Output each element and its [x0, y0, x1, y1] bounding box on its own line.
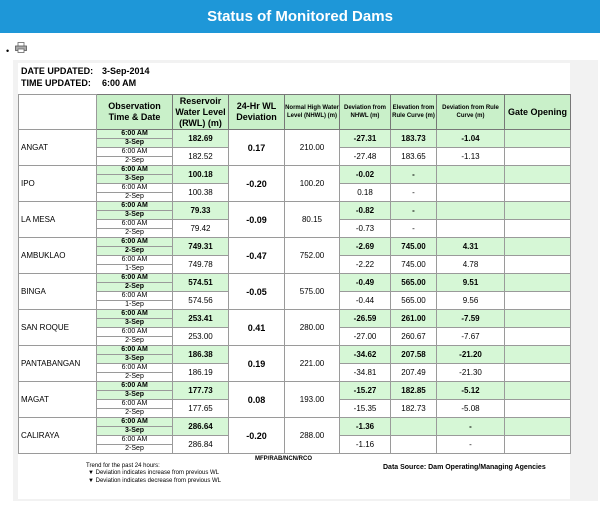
rwl-current: 253.41 [173, 310, 229, 328]
elev-rule-previous: 183.65 [391, 148, 437, 166]
obs-date-current: 3-Sep [97, 391, 173, 400]
trend-up-legend [88, 470, 219, 476]
obs-date-previous: 2-Sep [97, 157, 173, 166]
obs-date-previous: 2-Sep [97, 409, 173, 418]
dev-nhwl-previous: -1.16 [340, 436, 391, 454]
nhwl-value: 575.00 [285, 274, 340, 310]
gate-opening-current [505, 202, 571, 220]
elevation-rule-header: Elevation from Rule Curve (m) [391, 95, 437, 130]
dev-nhwl-previous: -27.48 [340, 148, 391, 166]
rwl-previous: 574.56 [173, 292, 229, 310]
gate-opening-header: Gate Opening [505, 95, 571, 130]
obs-date-previous: 2-Sep [97, 373, 173, 382]
rwl-previous: 177.65 [173, 400, 229, 418]
rwl-previous: 79.42 [173, 220, 229, 238]
elev-rule-previous: 260.67 [391, 328, 437, 346]
dev-nhwl-current: -1.36 [340, 418, 391, 436]
elev-rule-current: - [391, 166, 437, 184]
elev-rule-previous: - [391, 220, 437, 238]
dev-nhwl-current: -34.62 [340, 346, 391, 364]
obs-date-current: 3-Sep [97, 175, 173, 184]
dev-nhwl-current: -0.02 [340, 166, 391, 184]
dev-rule-previous: -7.67 [437, 328, 505, 346]
elev-rule-previous: - [391, 184, 437, 202]
obs-time-previous: 6:00 AM [97, 292, 173, 301]
elev-rule-current: 745.00 [391, 238, 437, 256]
dev-rule-previous: 4.78 [437, 256, 505, 274]
nhwl-value: 221.00 [285, 346, 340, 382]
nhwl-value: 100.20 [285, 166, 340, 202]
dev-rule-current: -7.59 [437, 310, 505, 328]
table-row [19, 382, 571, 391]
page-title: Status of Monitored Dams [0, 0, 600, 33]
dams-table [18, 94, 571, 454]
rwl-current: 100.18 [173, 166, 229, 184]
table-row [19, 274, 571, 283]
obs-date-current: 3-Sep [97, 355, 173, 364]
gate-opening-current [505, 238, 571, 256]
rwl-header: Reservoir Water Level (RWL) (m) [173, 95, 229, 130]
gate-opening-previous [505, 292, 571, 310]
gate-opening-current [505, 310, 571, 328]
elev-rule-current: 183.73 [391, 130, 437, 148]
dev-nhwl-previous: -2.22 [340, 256, 391, 274]
obs-time-previous: 6:00 AM [97, 436, 173, 445]
obs-date-current: 2-Sep [97, 283, 173, 292]
rwl-previous: 182.52 [173, 148, 229, 166]
gate-opening-previous [505, 400, 571, 418]
dev-nhwl-previous: -0.44 [340, 292, 391, 310]
dev-rule-previous: -21.30 [437, 364, 505, 382]
dev-nhwl-previous: -34.81 [340, 364, 391, 382]
dam-name: AMBUKLAO [19, 238, 97, 274]
obs-date-previous: 2-Sep [97, 337, 173, 346]
obs-date-current: 2-Sep [97, 247, 173, 256]
date-updated-label: DATE UPDATED: [21, 66, 94, 76]
rwl-previous: 253.00 [173, 328, 229, 346]
dev-rule-current [437, 202, 505, 220]
gate-opening-current [505, 346, 571, 364]
gate-opening-current [505, 166, 571, 184]
date-updated-value: 3-Sep-2014 [102, 66, 150, 76]
deviation-nhwl-header: Deviation from NHWL (m) [340, 95, 391, 130]
obs-time-previous: 6:00 AM [97, 328, 173, 337]
table-row [19, 202, 571, 211]
gate-opening-current [505, 418, 571, 436]
rwl-current: 186.38 [173, 346, 229, 364]
obs-time-previous: 6:00 AM [97, 184, 173, 193]
dev-rule-current: 9.51 [437, 274, 505, 292]
obs-time-current: 6:00 AM [97, 202, 173, 211]
list-bullet: • [6, 46, 10, 56]
elev-rule-current: - [391, 202, 437, 220]
obs-time-current: 6:00 AM [97, 418, 173, 427]
dam-name: BINGA [19, 274, 97, 310]
printer-icon[interactable] [15, 42, 27, 53]
obs-date-current: 3-Sep [97, 211, 173, 220]
obs-time-current: 6:00 AM [97, 130, 173, 139]
dam-name-header [19, 95, 97, 130]
wl-deviation: -0.09 [229, 202, 285, 238]
dev-rule-previous: 9.56 [437, 292, 505, 310]
obs-date-previous: 2-Sep [97, 229, 173, 238]
elev-rule-previous [391, 436, 437, 454]
obs-date-current: 3-Sep [97, 139, 173, 148]
dam-name: CALIRAYA [19, 418, 97, 454]
wl-deviation: 0.17 [229, 130, 285, 166]
obs-date-previous: 2-Sep [97, 193, 173, 202]
dev-nhwl-current: -0.82 [340, 202, 391, 220]
dev-rule-previous: -1.13 [437, 148, 505, 166]
dev-rule-current [437, 166, 505, 184]
table-row [19, 130, 571, 139]
dams-table-body [19, 130, 571, 454]
elev-rule-current: 182.85 [391, 382, 437, 400]
data-source-text: Data Source: Dam Operating/Managing Agencies [383, 464, 546, 471]
elev-rule-previous: 182.73 [391, 400, 437, 418]
nhwl-value: 80.15 [285, 202, 340, 238]
observation-header: Observation Time & Date [97, 95, 173, 130]
rwl-current: 749.31 [173, 238, 229, 256]
gate-opening-previous [505, 364, 571, 382]
dev-nhwl-previous: -0.73 [340, 220, 391, 238]
obs-time-previous: 6:00 AM [97, 220, 173, 229]
rwl-current: 177.73 [173, 382, 229, 400]
wl-deviation: 0.41 [229, 310, 285, 346]
dev-nhwl-current: -26.59 [340, 310, 391, 328]
dam-name: ANGAT [19, 130, 97, 166]
gate-opening-current [505, 130, 571, 148]
obs-date-current: 3-Sep [97, 319, 173, 328]
nhwl-value: 210.00 [285, 130, 340, 166]
time-updated-value: 6:00 AM [102, 78, 137, 88]
table-row [19, 166, 571, 175]
gate-opening-previous [505, 184, 571, 202]
rwl-current: 182.69 [173, 130, 229, 148]
nhwl-value: 193.00 [285, 382, 340, 418]
rwl-previous: 286.84 [173, 436, 229, 454]
elev-rule-current: 565.00 [391, 274, 437, 292]
dev-nhwl-previous: -27.00 [340, 328, 391, 346]
rwl-current: 286.64 [173, 418, 229, 436]
dev-rule-current: 4.31 [437, 238, 505, 256]
wl-deviation: 0.08 [229, 382, 285, 418]
obs-time-previous: 6:00 AM [97, 364, 173, 373]
gate-opening-current [505, 274, 571, 292]
rwl-current: 79.33 [173, 202, 229, 220]
gate-opening-previous [505, 148, 571, 166]
wl-deviation: -0.20 [229, 166, 285, 202]
gate-opening-previous [505, 256, 571, 274]
trend-title: Trend for the past 24 hours: [86, 463, 160, 469]
gate-opening-previous [505, 220, 571, 238]
table-row [19, 238, 571, 247]
deviation-header: 24-Hr WL Deviation [229, 95, 285, 130]
dam-name: IPO [19, 166, 97, 202]
dev-rule-current: -21.20 [437, 346, 505, 364]
rwl-previous: 749.78 [173, 256, 229, 274]
nhwl-header: Normal High Water Level (NHWL) (m) [285, 95, 340, 130]
table-header-row [19, 95, 571, 130]
obs-date-current: 3-Sep [97, 427, 173, 436]
trend-down-text: Deviation indicates decrease from previous WL [95, 478, 222, 484]
nhwl-value: 288.00 [285, 418, 340, 454]
dev-nhwl-current: -27.31 [340, 130, 391, 148]
nhwl-value: 280.00 [285, 310, 340, 346]
elev-rule-current: 207.58 [391, 346, 437, 364]
gate-opening-previous [505, 436, 571, 454]
elev-rule-current: 261.00 [391, 310, 437, 328]
rwl-current: 574.51 [173, 274, 229, 292]
elev-rule-current [391, 418, 437, 436]
dev-nhwl-previous: -15.35 [340, 400, 391, 418]
triangle-down-icon: ▼ [88, 478, 94, 484]
trend-down-legend [88, 478, 221, 484]
obs-time-current: 6:00 AM [97, 346, 173, 355]
rwl-previous: 186.19 [173, 364, 229, 382]
gate-opening-current [505, 382, 571, 400]
dev-nhwl-previous: 0.18 [340, 184, 391, 202]
obs-time-previous: 6:00 AM [97, 256, 173, 265]
triangle-down-icon: ▼ [88, 470, 94, 476]
obs-time-previous: 6:00 AM [97, 148, 173, 157]
dev-nhwl-current: -15.27 [340, 382, 391, 400]
obs-time-current: 6:00 AM [97, 382, 173, 391]
obs-time-current: 6:00 AM [97, 274, 173, 283]
dev-rule-previous [437, 184, 505, 202]
table-row [19, 310, 571, 319]
dev-nhwl-current: -0.49 [340, 274, 391, 292]
deviation-rule-header: Deviation from Rule Curve (m) [437, 95, 505, 130]
dev-rule-current: -1.04 [437, 130, 505, 148]
obs-time-current: 6:00 AM [97, 238, 173, 247]
dam-name: MAGAT [19, 382, 97, 418]
time-updated-label: TIME UPDATED: [21, 78, 91, 88]
elev-rule-previous: 745.00 [391, 256, 437, 274]
elev-rule-previous: 565.00 [391, 292, 437, 310]
wl-deviation: -0.05 [229, 274, 285, 310]
dev-rule-current: -5.12 [437, 382, 505, 400]
table-row [19, 418, 571, 427]
trend-up-text: Deviation indicates increase from previous WL [95, 470, 220, 476]
dev-rule-previous: - [437, 436, 505, 454]
dev-rule-current: - [437, 418, 505, 436]
dev-rule-previous: -5.08 [437, 400, 505, 418]
dam-name: LA MESA [19, 202, 97, 238]
wl-deviation: -0.20 [229, 418, 285, 454]
gate-opening-previous [505, 328, 571, 346]
elev-rule-previous: 207.49 [391, 364, 437, 382]
obs-date-previous: 1-Sep [97, 265, 173, 274]
obs-date-previous: 1-Sep [97, 301, 173, 310]
dam-name: SAN ROQUE [19, 310, 97, 346]
table-row [19, 346, 571, 355]
obs-time-previous: 6:00 AM [97, 400, 173, 409]
dev-rule-previous [437, 220, 505, 238]
rwl-previous: 100.38 [173, 184, 229, 202]
credit-text: MFP/RAB/NCN/RCO [255, 456, 312, 462]
dam-name: PANTABANGAN [19, 346, 97, 382]
wl-deviation: 0.19 [229, 346, 285, 382]
nhwl-value: 752.00 [285, 238, 340, 274]
dev-nhwl-current: -2.69 [340, 238, 391, 256]
obs-time-current: 6:00 AM [97, 310, 173, 319]
obs-date-previous: 2-Sep [97, 445, 173, 454]
obs-time-current: 6:00 AM [97, 166, 173, 175]
wl-deviation: -0.47 [229, 238, 285, 274]
